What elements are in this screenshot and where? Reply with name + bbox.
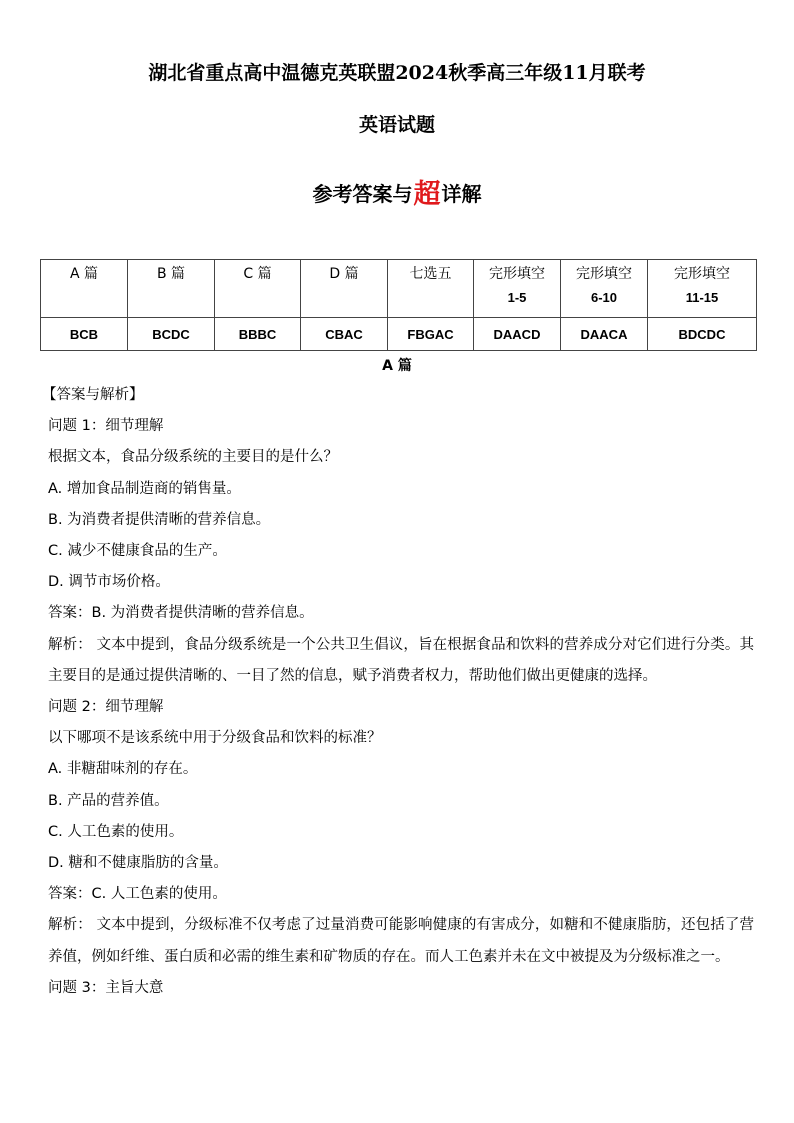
header-cell-a: A 篇 (41, 260, 128, 318)
answer-cell: BDCDC (648, 318, 757, 351)
answer-cell: BCDC (128, 318, 215, 351)
question-2-answer: 答案：C. 人工色素的使用。 (48, 886, 227, 903)
answer-cell: BCB (41, 318, 128, 351)
question-2-option-b: B. 产品的营养值。 (48, 792, 169, 809)
document-title: 湖北省重点高中温德克英联盟2024秋季高三年级11月联考 (148, 62, 646, 84)
answer-explanations (42, 380, 754, 1004)
question-1-option-b: B. 为消费者提供清晰的营养信息。 (48, 511, 271, 528)
answer-cell: DAACA (561, 318, 648, 351)
header-cell-b: B 篇 (128, 260, 215, 318)
question-2-analysis: 解析： 文本中提到，分级标准不仅考虑了过量消费可能影响健康的有害成分，如糖和不健康脂肪，还包括了营养值，例如纤维、蛋白质和必需的维生素和矿物质的存在。而人工色素并未在文中被提及为分级标准之一。 (48, 917, 754, 965)
subtitle-left: 参考答案与 (312, 182, 413, 206)
question-1-option-a: A. 增加食品制造商的销售量。 (48, 480, 241, 497)
question-1-option-c: C. 减少不健康食品的生产。 (48, 543, 227, 560)
question-1-analysis: 解析： 文本中提到，食品分级系统是一个公共卫生倡议，旨在根据食品和饮料的营养成分对它们进行分类。其主要目的是通过提供清晰的、一目了然的信息，赋予消费者权力，帮助他们做出更健康的选择。 (48, 636, 754, 684)
question-2-label: 问题 2：细节理解 (48, 699, 164, 716)
header-cell-cloze-6-10: 完形填空 6-10 (561, 260, 648, 318)
question-1-answer: 答案：B. 为消费者提供清晰的营养信息。 (48, 605, 314, 622)
question-1-option-d: D. 调节市场价格。 (48, 574, 170, 591)
header-cell-seven-choose-five: 七选五 (388, 260, 474, 318)
subtitle (0, 172, 794, 211)
question-2-text: 以下哪项不是该系统中用于分级食品和饮料的标准？ (48, 730, 382, 747)
question-1-label: 问题 1：细节理解 (48, 418, 164, 435)
question-2-option-c: C. 人工色素的使用。 (48, 823, 184, 840)
answer-cell: CBAC (301, 318, 388, 351)
answer-cell: BBBC (215, 318, 301, 351)
subtitle-right: 详解 (441, 182, 482, 206)
answer-table-value-row (41, 318, 757, 351)
question-3-label: 问题 3：主旨大意 (48, 979, 164, 996)
answer-cell: DAACD (474, 318, 561, 351)
answer-table (40, 259, 757, 351)
question-2-option-d: D. 糖和不健康脂肪的含量。 (48, 855, 228, 872)
answer-table-header-row (41, 260, 757, 318)
section-title: A 篇 (382, 358, 412, 374)
question-1-text: 根据文本，食品分级系统的主要目的是什么？ (48, 449, 338, 466)
logo-mark: 超 (413, 179, 441, 210)
header-cell-cloze-11-15: 完形填空 11-15 (648, 260, 757, 318)
header-cell-d: D 篇 (301, 260, 388, 318)
header-cell-c: C 篇 (215, 260, 301, 318)
question-2-option-a: A. 非糖甜味剂的存在。 (48, 761, 198, 778)
subject-title: 英语试题 (358, 114, 435, 136)
explanation-heading: 【答案与解析】 (42, 387, 144, 403)
answer-cell: FBGAC (388, 318, 474, 351)
header-cell-cloze-1-5: 完形填空 1-5 (474, 260, 561, 318)
